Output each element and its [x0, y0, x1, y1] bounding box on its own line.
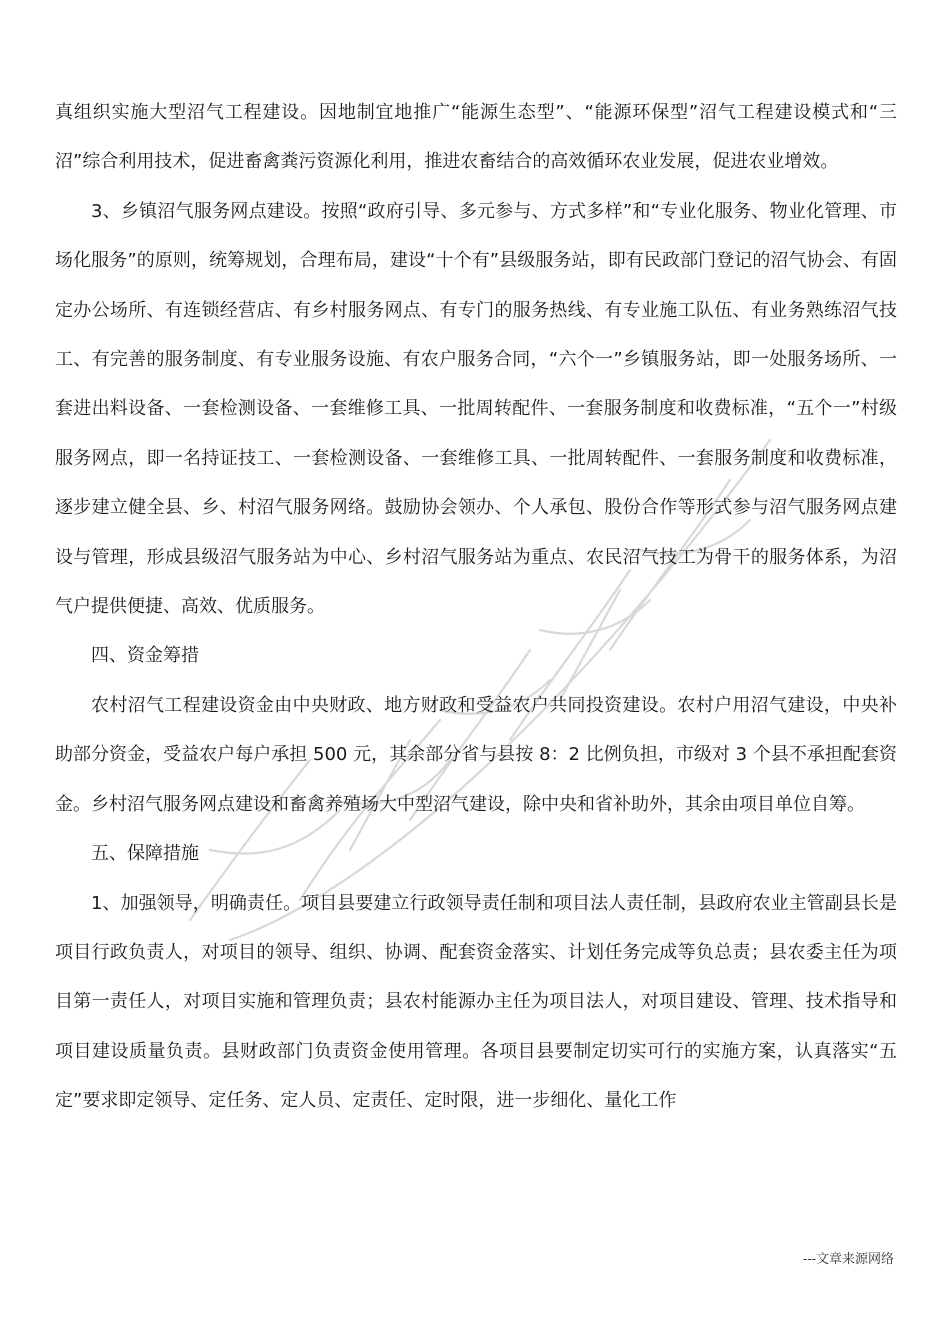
source-footer: ---文章来源网络 [802, 1252, 894, 1267]
paragraph: 农村沼气工程建设资金由中央财政、地方财政和受益农户共同投资建设。农村户用沼气建设，中央补助部分资金，受益农户每户承担 500 元，其余部分省与县按 8：2 比例负担，市级对 3 个县不承担配套资金。乡村沼气服务网点建设和畜禽养殖场大中型沼气建设，除中央和省补助外，其余由项目单位自筹。 [55, 694, 897, 815]
body-text [55, 88, 897, 1126]
paragraph: 真组织实施大型沼气工程建设。因地制宜地推广“能源生态型”、“能源环保型”沼气工程建设模式和“三沼”综合利用技术，促进畜禽粪污资源化利用，推进农畜结合的高效循环农业发展，促进农业增效。 [55, 102, 897, 173]
paragraph: 3、乡镇沼气服务网点建设。按照“政府引导、多元参与、方式多样”和“专业化服务、物业化管理、市场化服务”的原则，统筹规划，合理布局，建设“十个有”县级服务站，即有民政部门登记的沼气协会、有固定办公场所、有连锁经营店、有乡村服务网点、有专门的服务热线、有专业施工队伍、有业务熟练沼气技工、有完善的服务制度、有专业服务设施、有农户服务合同，“六个一”乡镇服务站，即一处服务场所、一套进出料设备、一套检测设备、一套维修工具、一批周转配件、一套服务制度和收费标准，“五个一”村级服务网点，即一名持证技工、一套检测设备、一套维修工具、一批周转配件、一套服务制度和收费标准，逐步建立健全县、乡、村沼气服务网络。鼓励协会领办、个人承包、股份合作等形式参与沼气服务网点建设与管理，形成县级沼气服务站为中心、乡村沼气服务站为重点、农民沼气技工为骨干的服务体系，为沼气户提供便捷、高效、优质服务。 [55, 200, 897, 618]
section-heading: 五、保障措施 [91, 843, 199, 865]
section-heading: 四、资金筹措 [91, 645, 199, 667]
paragraph: 1、加强领导，明确责任。项目县要建立行政领导责任制和项目法人责任制，县政府农业主管副县长是项目行政负责人，对项目的领导、组织、协调、配套资金落实、计划任务完成等负总责；县农委主任为项目第一责任人，对项目实施和管理负责；县农村能源办主任为项目法人，对项目建设、管理、技术指导和项目建设质量负责。县财政部门负责资金使用管理。各项目县要制定切实可行的实施方案，认真落实“五定”要求即定领导、定任务、定人员、定责任、定时限，进一步细化、量化工作 [55, 892, 897, 1112]
